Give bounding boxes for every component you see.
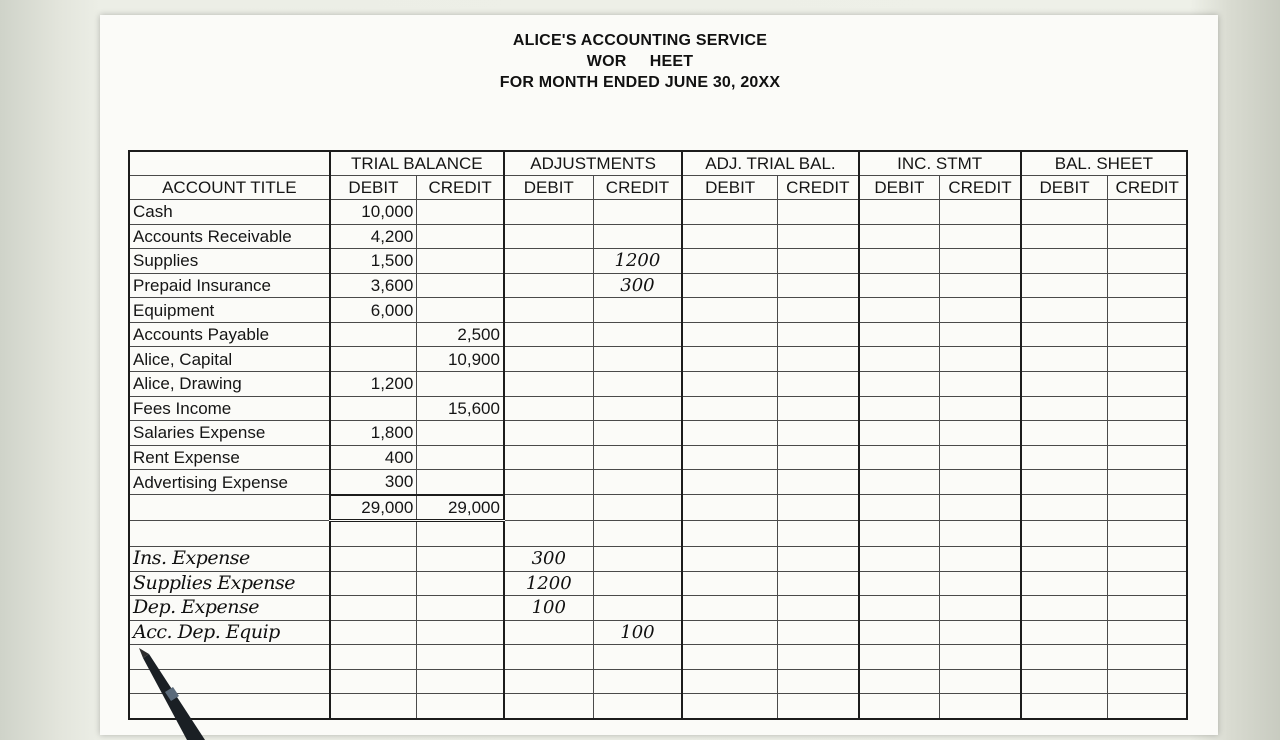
atb-debit-cell [682,200,777,225]
atb-debit-cell [682,249,777,274]
tb-credit-cell [417,445,504,470]
atb-debit-cell [682,371,777,396]
atb-credit-cell [778,596,859,621]
account-title-cell: Supplies Expense [129,571,330,596]
atb-credit-cell [778,445,859,470]
bs-debit-cell [1021,273,1108,298]
table-row [129,694,1187,719]
group-header-trial-balance: TRIAL BALANCE [330,151,504,176]
tb-debit-cell: 1,200 [330,371,417,396]
tb-debit-cell [330,620,417,645]
account-title-cell [129,694,330,719]
table-row [129,445,1187,470]
bs-debit-cell [1021,322,1108,347]
is-credit-cell [940,347,1021,372]
bs-credit-cell [1108,224,1187,249]
account-title-cell [129,669,330,694]
atb-debit-cell [682,495,777,521]
adj-debit-cell: 1200 [504,571,593,596]
credit-header: CREDIT [1108,176,1187,200]
worksheet-table [128,150,1188,720]
adj-credit-cell [593,521,682,547]
table-row [129,396,1187,421]
account-title-cell: Rent Expense [129,445,330,470]
is-debit-cell [859,249,940,274]
bs-credit-cell [1108,495,1187,521]
is-credit-cell [940,521,1021,547]
is-credit-cell [940,445,1021,470]
adj-debit-cell [504,669,593,694]
table-row [129,224,1187,249]
adj-credit-cell [593,224,682,249]
is-credit-cell [940,694,1021,719]
table-row [129,200,1187,225]
bs-debit-cell [1021,298,1108,323]
account-title-cell: Cash [129,200,330,225]
tb-debit-cell: 1,500 [330,249,417,274]
is-credit-cell [940,546,1021,571]
bs-debit-cell [1021,470,1108,495]
tb-credit-cell [417,521,504,547]
adj-debit-cell [504,620,593,645]
tb-debit-cell [330,521,417,547]
table-row [129,669,1187,694]
adj-debit-cell [504,200,593,225]
bs-credit-cell [1108,521,1187,547]
is-debit-cell [859,521,940,547]
bs-debit-cell [1021,445,1108,470]
adj-debit-cell [504,298,593,323]
is-credit-cell [940,669,1021,694]
atb-debit-cell [682,620,777,645]
tb-debit-cell: 300 [330,470,417,495]
bs-debit-cell [1021,224,1108,249]
atb-debit-cell [682,224,777,249]
is-debit-cell [859,571,940,596]
is-credit-cell [940,421,1021,446]
is-debit-cell [859,200,940,225]
bs-debit-cell [1021,645,1108,670]
is-debit-cell [859,421,940,446]
adj-credit-cell: 100 [593,620,682,645]
bs-credit-cell [1108,298,1187,323]
is-credit-cell [940,322,1021,347]
tb-debit-cell: 4,200 [330,224,417,249]
credit-header: CREDIT [778,176,859,200]
bs-credit-cell [1108,371,1187,396]
tb-credit-cell [417,470,504,495]
atb-credit-cell [778,371,859,396]
is-credit-cell [940,645,1021,670]
tb-credit-cell [417,421,504,446]
is-debit-cell [859,298,940,323]
is-debit-cell [859,445,940,470]
is-debit-cell [859,546,940,571]
bs-debit-cell [1021,396,1108,421]
tb-credit-cell [417,298,504,323]
atb-debit-cell [682,298,777,323]
tb-debit-cell [330,669,417,694]
table-row [129,421,1187,446]
is-debit-cell [859,495,940,521]
tb-debit-cell: 29,000 [330,495,417,521]
tb-debit-cell: 10,000 [330,200,417,225]
tb-credit-cell [417,645,504,670]
bs-debit-cell [1021,421,1108,446]
atb-debit-cell [682,546,777,571]
adj-credit-cell [593,470,682,495]
adj-credit-cell [593,546,682,571]
adj-debit-cell: 300 [504,546,593,571]
tb-credit-cell [417,620,504,645]
tb-credit-cell [417,200,504,225]
debit-header: DEBIT [1021,176,1108,200]
credit-header: CREDIT [940,176,1021,200]
debit-header: DEBIT [504,176,593,200]
atb-credit-cell [778,546,859,571]
bs-credit-cell [1108,249,1187,274]
adj-debit-cell [504,273,593,298]
atb-debit-cell [682,273,777,298]
account-title-cell: Alice, Drawing [129,371,330,396]
atb-debit-cell [682,470,777,495]
atb-debit-cell [682,669,777,694]
tb-credit-cell [417,571,504,596]
bs-credit-cell [1108,421,1187,446]
bs-debit-cell [1021,521,1108,547]
debit-header: DEBIT [682,176,777,200]
adj-credit-cell [593,645,682,670]
atb-debit-cell [682,521,777,547]
is-debit-cell [859,669,940,694]
tb-credit-cell [417,249,504,274]
atb-debit-cell [682,347,777,372]
adj-credit-cell [593,495,682,521]
debit-header: DEBIT [859,176,940,200]
atb-debit-cell [682,694,777,719]
bs-debit-cell [1021,347,1108,372]
company-name: ALICE'S ACCOUNTING SERVICE [512,32,768,49]
is-credit-cell [940,596,1021,621]
bs-credit-cell [1108,273,1187,298]
document-title: WOR HEET [586,53,694,70]
atb-debit-cell [682,322,777,347]
table-row [129,322,1187,347]
adj-credit-cell [593,322,682,347]
tb-debit-cell [330,571,417,596]
adj-debit-cell [504,521,593,547]
tb-debit-cell [330,694,417,719]
account-title-cell: Supplies [129,249,330,274]
is-debit-cell [859,620,940,645]
bs-debit-cell [1021,620,1108,645]
is-credit-cell [940,298,1021,323]
table-row [129,546,1187,571]
table-row [129,470,1187,495]
atb-credit-cell [778,273,859,298]
tb-debit-cell: 6,000 [330,298,417,323]
table-row [129,298,1187,323]
adj-debit-cell [504,445,593,470]
is-debit-cell [859,224,940,249]
adj-credit-cell [593,200,682,225]
tb-credit-cell: 2,500 [417,322,504,347]
is-credit-cell [940,249,1021,274]
adj-debit-cell [504,322,593,347]
tb-debit-cell [330,396,417,421]
atb-credit-cell [778,298,859,323]
bs-debit-cell [1021,694,1108,719]
account-title-cell: Advertising Expense [129,470,330,495]
table-row [129,273,1187,298]
bs-credit-cell [1108,669,1187,694]
bs-credit-cell [1108,571,1187,596]
atb-debit-cell [682,445,777,470]
adj-credit-cell [593,445,682,470]
group-header-adj-trial-bal: ADJ. TRIAL BAL. [682,151,858,176]
bs-credit-cell [1108,347,1187,372]
is-credit-cell [940,371,1021,396]
bs-debit-cell [1021,546,1108,571]
tb-credit-cell [417,596,504,621]
account-title-cell [129,645,330,670]
bs-credit-cell [1108,596,1187,621]
adj-credit-cell [593,298,682,323]
account-title-cell: Acc. Dep. Equip [129,620,330,645]
bs-debit-cell [1021,200,1108,225]
atb-credit-cell [778,322,859,347]
atb-credit-cell [778,396,859,421]
atb-credit-cell [778,521,859,547]
atb-credit-cell [778,200,859,225]
adj-debit-cell [504,371,593,396]
atb-credit-cell [778,694,859,719]
adj-credit-cell [593,669,682,694]
bs-debit-cell [1021,571,1108,596]
tb-debit-cell [330,596,417,621]
is-debit-cell [859,347,940,372]
adj-credit-cell [593,371,682,396]
is-credit-cell [940,200,1021,225]
bs-credit-cell [1108,445,1187,470]
tb-credit-cell [417,273,504,298]
table-row [129,371,1187,396]
adj-debit-cell [504,694,593,719]
atb-debit-cell [682,596,777,621]
tb-credit-cell: 15,600 [417,396,504,421]
account-title-cell: Alice, Capital [129,347,330,372]
adj-debit-cell [504,470,593,495]
is-credit-cell [940,495,1021,521]
tb-debit-cell: 400 [330,445,417,470]
account-title-cell: Accounts Payable [129,322,330,347]
atb-credit-cell [778,495,859,521]
is-debit-cell [859,645,940,670]
bs-credit-cell [1108,396,1187,421]
credit-header: CREDIT [593,176,682,200]
account-title-cell: Ins. Expense [129,546,330,571]
atb-credit-cell [778,224,859,249]
adj-credit-cell [593,694,682,719]
account-title-cell: Equipment [129,298,330,323]
adj-credit-cell: 300 [593,273,682,298]
adj-debit-cell: 100 [504,596,593,621]
tb-debit-cell [330,546,417,571]
is-debit-cell [859,273,940,298]
credit-header: CREDIT [417,176,504,200]
adj-credit-cell [593,421,682,446]
is-credit-cell [940,470,1021,495]
blank-header-cell [129,151,330,176]
account-title-cell: Dep. Expense [129,596,330,621]
group-header-bal-sheet: BAL. SHEET [1021,151,1187,176]
tb-credit-cell [417,694,504,719]
table-row [129,249,1187,274]
adj-credit-cell [593,396,682,421]
table-row [129,571,1187,596]
tb-credit-cell [417,224,504,249]
adj-debit-cell [504,249,593,274]
bs-credit-cell [1108,694,1187,719]
atb-debit-cell [682,396,777,421]
adj-debit-cell [504,645,593,670]
is-credit-cell [940,620,1021,645]
atb-credit-cell [778,669,859,694]
account-title-cell: Prepaid Insurance [129,273,330,298]
table-row [129,620,1187,645]
tb-credit-cell [417,371,504,396]
is-debit-cell [859,322,940,347]
atb-debit-cell [682,571,777,596]
is-credit-cell [940,571,1021,596]
table-row [129,596,1187,621]
bs-credit-cell [1108,200,1187,225]
period-line: FOR MONTH ENDED JUNE 30, 20XX [499,74,781,91]
atb-debit-cell [682,421,777,446]
group-header-inc-stmt: INC. STMT [859,151,1021,176]
debit-header: DEBIT [330,176,417,200]
table-row [129,521,1187,547]
atb-debit-cell [682,645,777,670]
adj-debit-cell [504,224,593,249]
bs-credit-cell [1108,620,1187,645]
bs-debit-cell [1021,596,1108,621]
tb-credit-cell: 10,900 [417,347,504,372]
is-debit-cell [859,694,940,719]
account-title-cell: Fees Income [129,396,330,421]
bs-debit-cell [1021,495,1108,521]
bs-debit-cell [1021,249,1108,274]
atb-credit-cell [778,620,859,645]
bs-credit-cell [1108,470,1187,495]
adj-debit-cell [504,421,593,446]
atb-credit-cell [778,470,859,495]
is-credit-cell [940,396,1021,421]
account-title-cell [129,495,330,521]
account-title-cell [129,521,330,547]
account-title-cell: Accounts Receivable [129,224,330,249]
table-row [129,645,1187,670]
table-row [129,347,1187,372]
bs-credit-cell [1108,322,1187,347]
is-debit-cell [859,396,940,421]
atb-credit-cell [778,249,859,274]
tb-credit-cell [417,669,504,694]
tb-debit-cell [330,347,417,372]
is-debit-cell [859,371,940,396]
is-debit-cell [859,470,940,495]
is-debit-cell [859,596,940,621]
tb-debit-cell [330,322,417,347]
tb-credit-cell: 29,000 [417,495,504,521]
atb-credit-cell [778,571,859,596]
group-header-adjustments: ADJUSTMENTS [504,151,682,176]
atb-credit-cell [778,421,859,446]
tb-debit-cell: 1,800 [330,421,417,446]
adj-credit-cell [593,596,682,621]
account-title-header: ACCOUNT TITLE [129,176,330,200]
is-credit-cell [940,273,1021,298]
adj-credit-cell [593,571,682,596]
account-title-cell: Salaries Expense [129,421,330,446]
tb-debit-cell [330,645,417,670]
atb-credit-cell [778,645,859,670]
table-row [129,495,1187,521]
atb-credit-cell [778,347,859,372]
adj-debit-cell [504,495,593,521]
adj-debit-cell [504,396,593,421]
bs-credit-cell [1108,645,1187,670]
bs-debit-cell [1021,669,1108,694]
tb-debit-cell: 3,600 [330,273,417,298]
bs-credit-cell [1108,546,1187,571]
adj-debit-cell [504,347,593,372]
bs-debit-cell [1021,371,1108,396]
adj-credit-cell: 1200 [593,249,682,274]
tb-credit-cell [417,546,504,571]
is-credit-cell [940,224,1021,249]
adj-credit-cell [593,347,682,372]
